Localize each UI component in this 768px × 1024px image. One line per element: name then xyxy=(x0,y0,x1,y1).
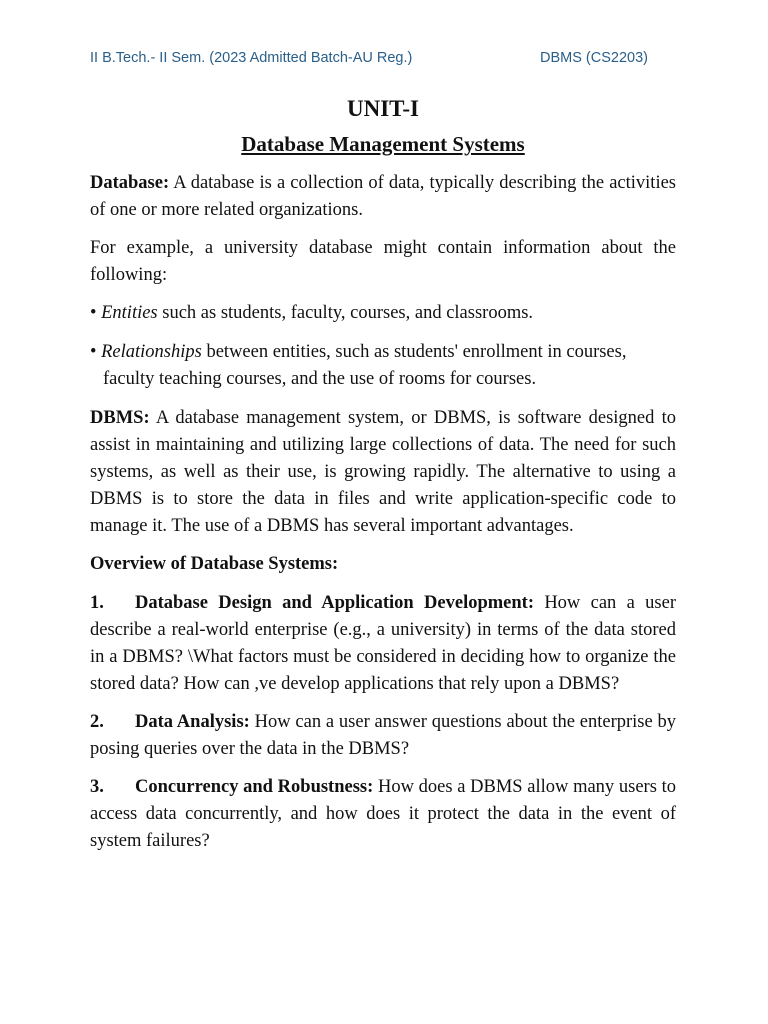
bullet-term: Entities xyxy=(101,303,158,323)
dbms-term: DBMS: xyxy=(90,408,150,428)
item-number: 3. xyxy=(90,777,104,797)
overview-heading: Overview of Database Systems: xyxy=(90,554,339,574)
overview-item-1 xyxy=(90,590,676,698)
bullet-mark: • xyxy=(90,342,102,362)
bullet-relationships xyxy=(90,339,676,393)
database-text: A database is a collection of data, typically describing the activities of one or more related organizations. xyxy=(90,173,676,220)
bullet-text: between entities, such as students' enrollment in courses, faculty teaching courses, and the use of rooms for courses. xyxy=(103,342,627,389)
item-text: How can a user describe a real-world enterprise (e.g., a university) in terms of the data stored in a DBMS? \What factors must be considered in deciding how to organize the stored data? How can ,ve develop applications that rely upon a DBMS? xyxy=(90,593,676,694)
item-number: 2. xyxy=(90,712,104,732)
item-number: 1. xyxy=(90,593,104,613)
item-term: Database Design and Application Development: xyxy=(135,593,534,613)
bullet-term: Relationships xyxy=(101,342,202,362)
database-term: Database: xyxy=(90,173,170,193)
item-term: Data Analysis: xyxy=(135,712,250,732)
unit-title: UNIT-I xyxy=(346,96,419,121)
header-subject-code: DBMS (CS2203) xyxy=(540,50,648,66)
dbms-definition xyxy=(90,405,676,540)
database-definition xyxy=(90,170,676,224)
overview-item-2 xyxy=(90,709,676,763)
overview-item-3 xyxy=(90,774,676,855)
item-text: How can a user answer questions about the enterprise by posing queries over the data in the DBMS? xyxy=(90,712,677,759)
item-text: How does a DBMS allow many users to access data concurrently, and how does it protect the data in the event of system failures? xyxy=(90,777,676,851)
example-intro: For example, a university database might contain information about the following: xyxy=(90,238,676,285)
document-body xyxy=(90,92,676,866)
bullet-text: such as students, faculty, courses, and classrooms. xyxy=(157,303,534,323)
bullet-mark: • xyxy=(90,303,102,323)
header-course: II B.Tech.- II Sem. (2023 Admitted Batch-AU Reg.) xyxy=(90,50,413,66)
item-term: Concurrency and Robustness: xyxy=(135,777,374,797)
dbms-text: A database management system, or DBMS, is software designed to assist in maintaining and utilizing large collections of data. The need for such systems, as well as their use, is growing rapidly. The alternative to using a DBMS is to store the data in files and write application-specific code to manage it. The use of a DBMS has several important advantages. xyxy=(90,408,676,536)
bullet-entities xyxy=(90,300,676,327)
chapter-title: Database Management Systems xyxy=(241,132,525,156)
